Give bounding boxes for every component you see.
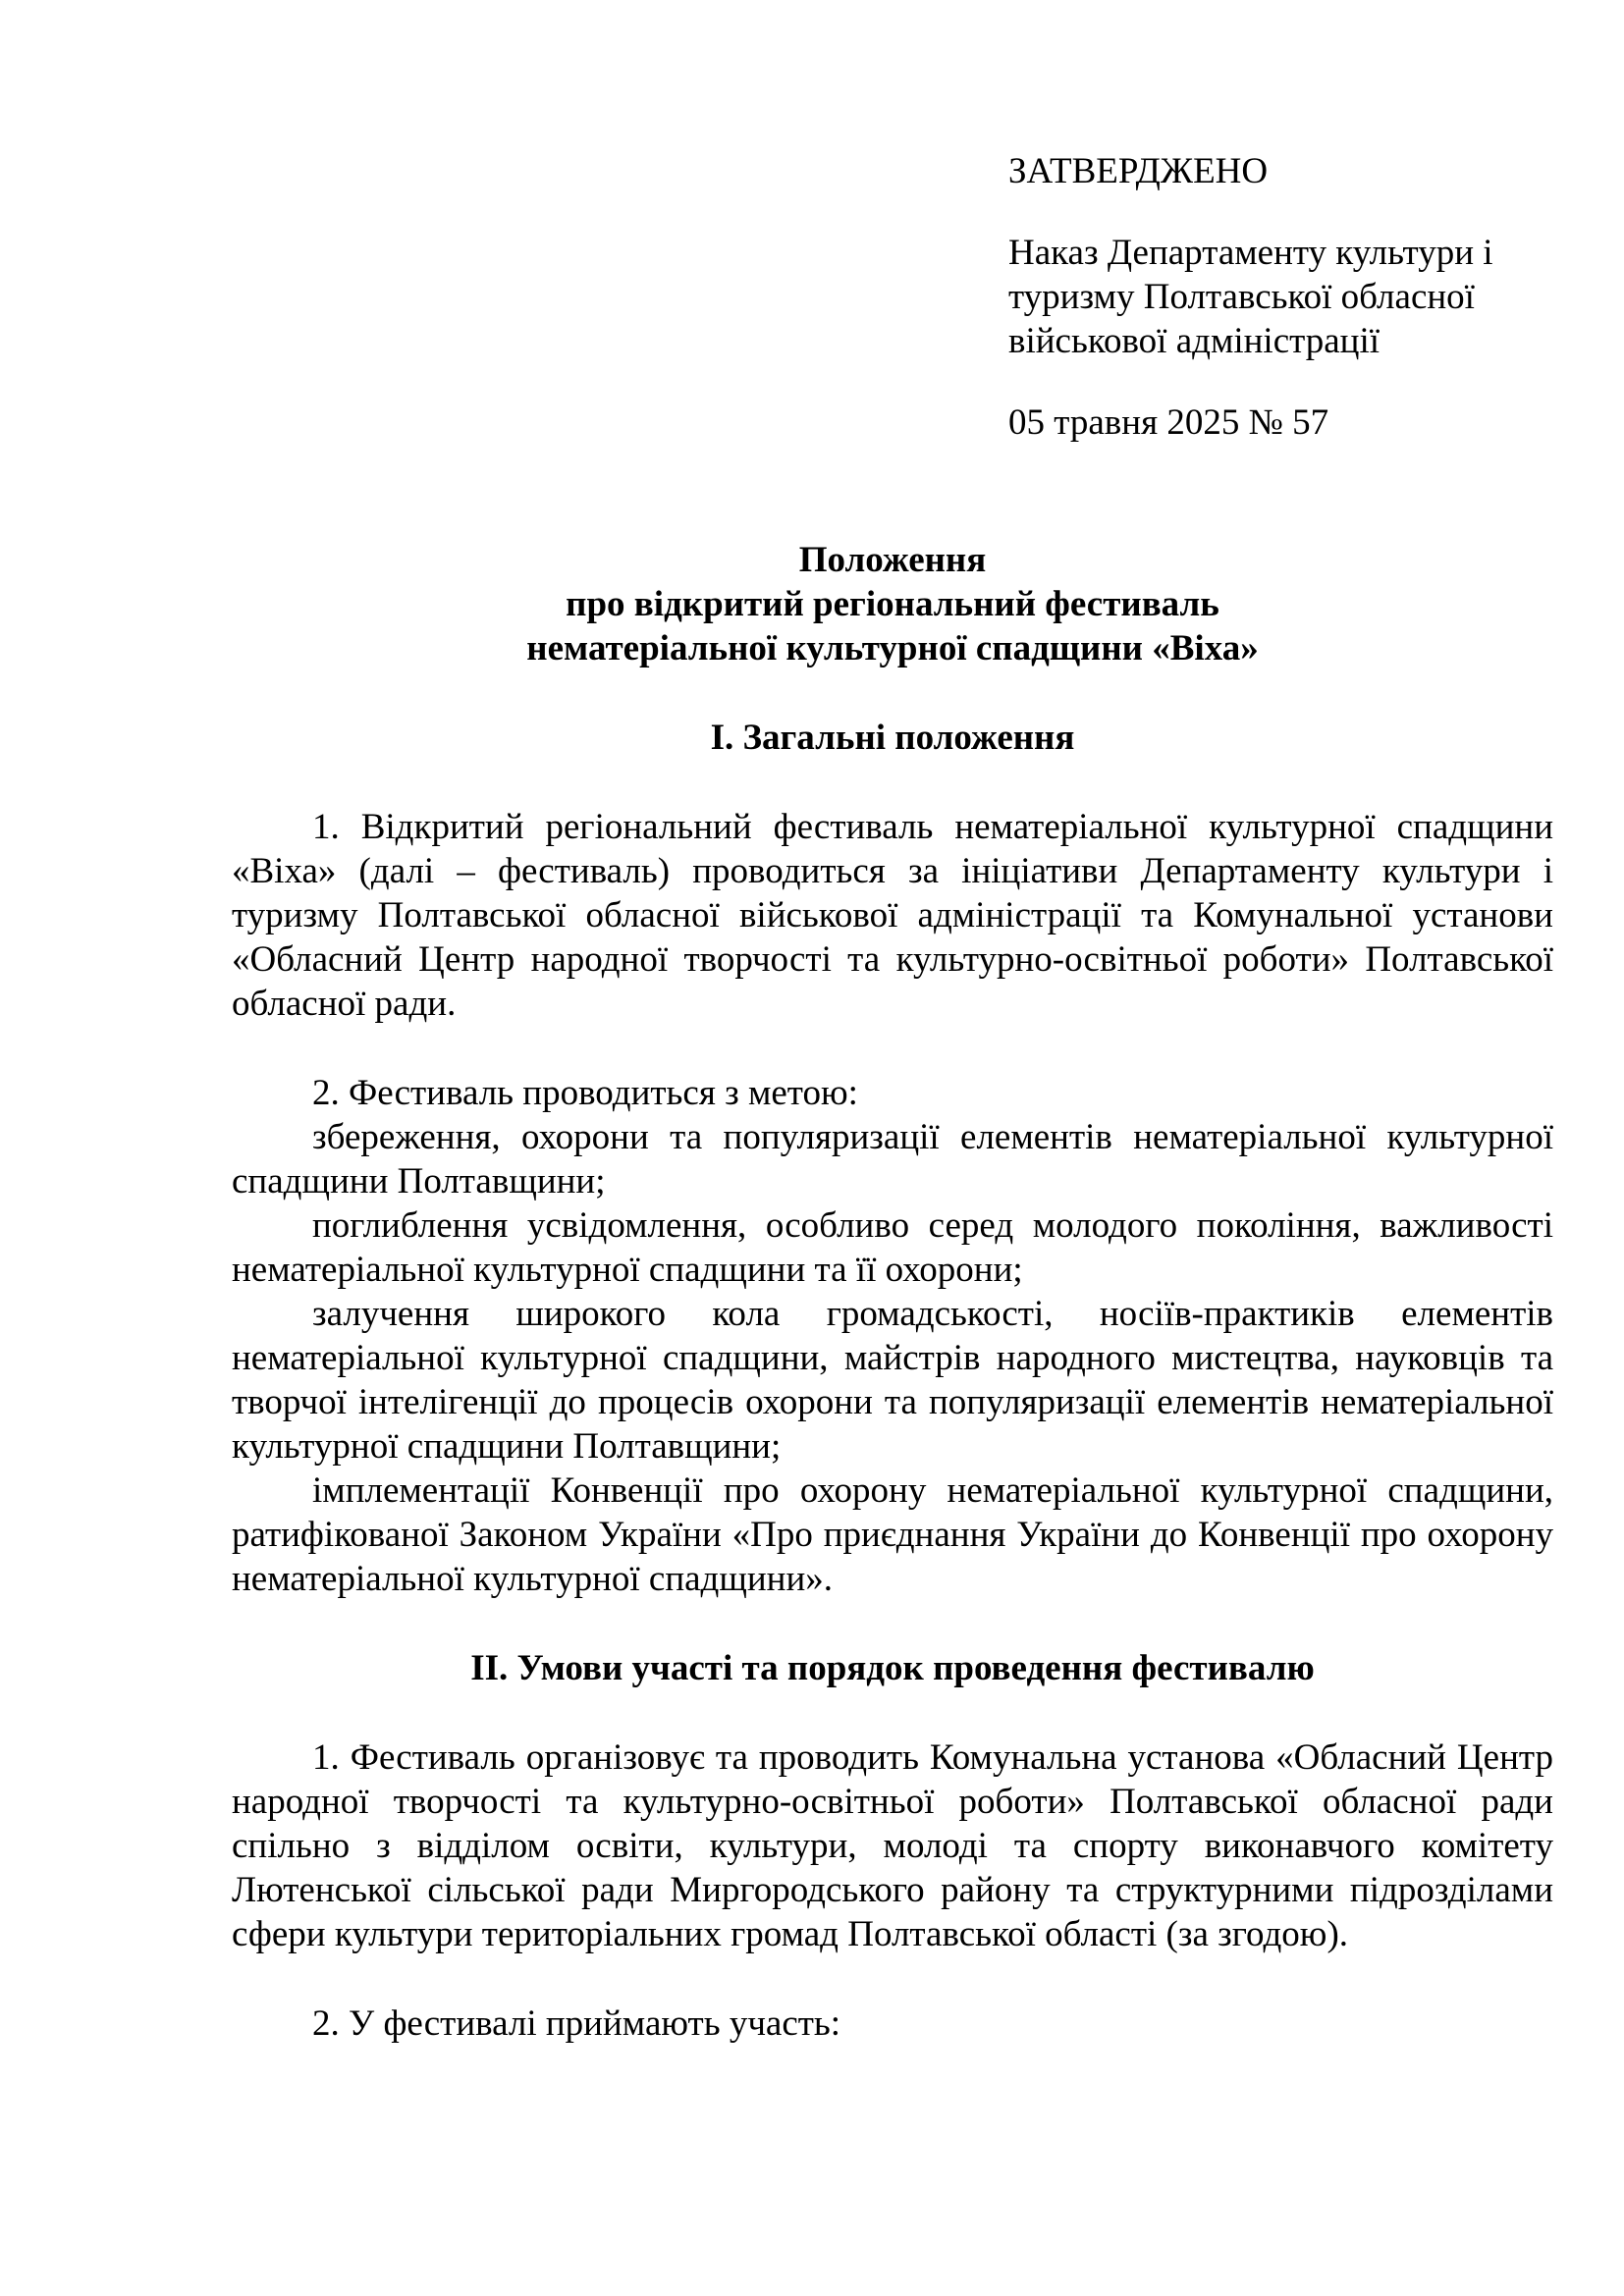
- approval-order-text: [1008, 231, 1558, 363]
- document-title: [232, 538, 1553, 670]
- section-1-heading: І. Загальні положення: [710, 718, 1075, 758]
- section-1-paragraph-2: 2. Фестиваль проводиться з метою:: [312, 1073, 858, 1113]
- approval-order-line: Наказ Департаменту культури і: [1008, 233, 1493, 273]
- section-2-paragraph-2: 2. У фестивалі приймають участь:: [312, 2003, 841, 2044]
- approval-block: [1008, 149, 1558, 445]
- section-2-paragraph-1: 1. Фестиваль організовує та проводить Комунальна установа «Обласний Центр народної творчості та культурно-освітньої роботи» Полтавської обласної ради спільно з відділом освіти, культури, молоді та спорту виконавчого комітету Лютенської сільської ради Миргородського району та структурними підрозділами сфери культури територіальних громад Полтавської області (за згодою).: [232, 1737, 1553, 1954]
- goal-item: збереження, охорони та популяризації елементів нематеріальної культурної спадщини Полтавщини;: [232, 1117, 1553, 1201]
- document-title-line: про відкритий регіональний фестиваль: [566, 584, 1219, 624]
- document-title-line: нематеріальної культурної спадщини «Віха»: [526, 628, 1259, 668]
- goal-item: імплементації Конвенції про охорону нематеріальної культурної спадщини, ратифікованої Законом України «Про приєднання України до Конвенції про охорону нематеріальної культурної спадщини».: [232, 1470, 1553, 1599]
- section-2-heading: ІІ. Умови участі та порядок проведення фестивалю: [470, 1648, 1315, 1688]
- goal-item: залучення широкого кола громадськості, носіїв-практиків елементів нематеріальної культурної спадщини, майстрів народного мистецтва, науковців та творчої інтелігенції до процесів охорони та популяризації елементів нематеріальної культурної спадщини Полтавщини;: [232, 1294, 1553, 1467]
- approval-order-line: військової адміністрації: [1008, 321, 1380, 361]
- section-1-paragraph-1: 1. Відкритий регіональний фестиваль нематеріальної культурної спадщини «Віха» (далі – фестиваль) проводиться за ініціативи Департаменту культури і туризму Полтавської обласної військової адміністрації та Комунальної установи «Обласний Центр народної творчості та культурно-освітньої роботи» Полтавської обласної ради.: [232, 807, 1553, 1024]
- approval-order-line: туризму Полтавської обласної: [1008, 277, 1475, 317]
- document-title-line: Положення: [798, 540, 987, 580]
- document-body: [232, 538, 1553, 2046]
- approval-stamp-text: ЗАТВЕРДЖЕНО: [1008, 151, 1269, 191]
- approval-date: 05 травня 2025 № 57: [1008, 402, 1329, 443]
- goal-item: поглиблення усвідомлення, особливо серед молодого покоління, важливості нематеріальної культурної спадщини та її охорони;: [232, 1205, 1553, 1290]
